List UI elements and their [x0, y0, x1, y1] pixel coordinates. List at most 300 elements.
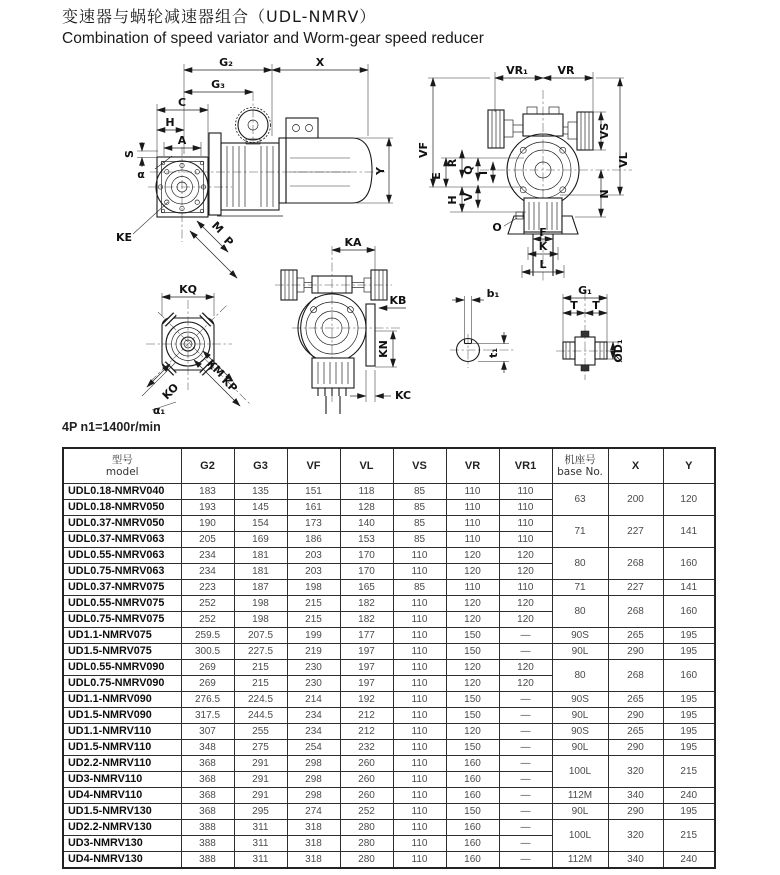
y-value-cell: 141 — [663, 516, 715, 548]
table-row — [63, 740, 715, 756]
value-cell: 190 — [181, 516, 234, 532]
page-header — [62, 6, 484, 49]
value-cell: — — [499, 788, 552, 804]
col-header-x: X — [608, 448, 663, 484]
dim-label-p: P — [221, 234, 236, 249]
table-row — [63, 484, 715, 500]
model-cell: UDL0.55-NMRV090 — [63, 660, 181, 676]
value-cell: 280 — [340, 852, 393, 869]
x-value-cell: 320 — [608, 820, 663, 852]
x-value-cell: 268 — [608, 548, 663, 580]
value-cell: 110 — [393, 724, 446, 740]
value-cell: — — [499, 692, 552, 708]
value-cell: 187 — [234, 580, 287, 596]
value-cell: 150 — [446, 708, 499, 724]
value-cell: 368 — [181, 788, 234, 804]
value-cell: 300.5 — [181, 644, 234, 660]
dim-label-t1: t₁ — [487, 347, 500, 359]
dim-label-kb: KB — [389, 294, 407, 307]
value-cell: 219 — [287, 644, 340, 660]
page-title-zh: 变速器与蜗轮减速器组合（UDL-NMRV） — [62, 7, 377, 26]
base-no-cell: 90L — [552, 644, 608, 660]
model-cell: UDL0.37-NMRV050 — [63, 516, 181, 532]
value-cell: 252 — [181, 596, 234, 612]
dim-label-x: X — [315, 56, 325, 69]
value-cell: 295 — [234, 804, 287, 820]
value-cell: 388 — [181, 852, 234, 869]
value-cell: — — [499, 756, 552, 772]
dim-label-g2: G₂ — [219, 56, 233, 69]
value-cell: 85 — [393, 484, 446, 500]
value-cell: 212 — [340, 708, 393, 724]
base-no-cell: 63 — [552, 484, 608, 516]
value-cell: — — [499, 724, 552, 740]
value-cell: 160 — [446, 820, 499, 836]
value-cell: 280 — [340, 836, 393, 852]
value-cell: 182 — [340, 596, 393, 612]
value-cell: 120 — [499, 564, 552, 580]
value-cell: 173 — [287, 516, 340, 532]
value-cell: 244.5 — [234, 708, 287, 724]
value-cell: 260 — [340, 772, 393, 788]
col-header-model — [63, 448, 181, 484]
value-cell: 318 — [287, 820, 340, 836]
value-cell: 85 — [393, 500, 446, 516]
value-cell: 120 — [499, 660, 552, 676]
value-cell: 291 — [234, 756, 287, 772]
table-row — [63, 596, 715, 612]
x-value-cell: 227 — [608, 516, 663, 548]
value-cell: 170 — [340, 548, 393, 564]
dim-label-kp: KP — [219, 374, 240, 395]
y-value-cell: 195 — [663, 644, 715, 660]
value-cell: 181 — [234, 564, 287, 580]
x-value-cell: 340 — [608, 852, 663, 869]
col-header-y: Y — [663, 448, 715, 484]
value-cell: — — [499, 804, 552, 820]
value-cell: 311 — [234, 852, 287, 869]
dim-label-t-right: T — [592, 299, 600, 312]
value-cell: 197 — [340, 676, 393, 692]
base-no-cell: 90L — [552, 708, 608, 724]
value-cell: 110 — [393, 708, 446, 724]
value-cell: 170 — [340, 564, 393, 580]
value-cell: 150 — [446, 644, 499, 660]
base-no-cell: 100L — [552, 756, 608, 788]
speed-note: 4P n1=1400r/min — [62, 420, 161, 434]
value-cell: 135 — [234, 484, 287, 500]
dim-label-kn: KN — [377, 340, 390, 358]
value-cell: 110 — [393, 836, 446, 852]
value-cell: 234 — [287, 708, 340, 724]
value-cell: — — [499, 820, 552, 836]
col-header-g2: G2 — [181, 448, 234, 484]
value-cell: 150 — [446, 692, 499, 708]
y-value-cell: 195 — [663, 708, 715, 724]
col-header-model-en: model — [105, 466, 139, 478]
x-value-cell: 227 — [608, 580, 663, 596]
dim-label-alpha1: α₁ — [152, 404, 166, 417]
x-value-cell: 200 — [608, 484, 663, 516]
value-cell: 215 — [234, 660, 287, 676]
value-cell: 160 — [446, 852, 499, 869]
col-header-model-zh: 型号 — [111, 454, 133, 466]
y-value-cell: 141 — [663, 580, 715, 596]
value-cell: — — [499, 708, 552, 724]
value-cell: 298 — [287, 772, 340, 788]
value-cell: 110 — [393, 660, 446, 676]
value-cell: 274 — [287, 804, 340, 820]
dim-label-vr1: VR₁ — [506, 64, 528, 77]
value-cell: 224.5 — [234, 692, 287, 708]
value-cell: 110 — [393, 788, 446, 804]
dim-label-g3: G₃ — [211, 78, 225, 91]
value-cell: 230 — [287, 660, 340, 676]
value-cell: 259.5 — [181, 628, 234, 644]
x-value-cell: 290 — [608, 804, 663, 820]
x-value-cell: 265 — [608, 724, 663, 740]
model-cell: UDL0.18-NMRV040 — [63, 484, 181, 500]
x-value-cell: 290 — [608, 740, 663, 756]
dim-label-g1: G₁ — [578, 284, 592, 297]
value-cell: 223 — [181, 580, 234, 596]
col-header-vl: VL — [340, 448, 393, 484]
value-cell: 298 — [287, 788, 340, 804]
model-cell: UD1.5-NMRV130 — [63, 804, 181, 820]
value-cell: 275 — [234, 740, 287, 756]
technical-drawings — [0, 50, 780, 428]
value-cell: 140 — [340, 516, 393, 532]
value-cell: 150 — [446, 804, 499, 820]
value-cell: 348 — [181, 740, 234, 756]
value-cell: 110 — [393, 644, 446, 660]
x-value-cell: 268 — [608, 596, 663, 628]
value-cell: 110 — [393, 564, 446, 580]
value-cell: 254 — [287, 740, 340, 756]
table-row — [63, 820, 715, 836]
value-cell: — — [499, 644, 552, 660]
col-header-base — [552, 448, 608, 484]
table-header-row — [63, 448, 715, 484]
value-cell: — — [499, 740, 552, 756]
value-cell: 318 — [287, 836, 340, 852]
value-cell: 311 — [234, 836, 287, 852]
value-cell: 298 — [287, 756, 340, 772]
dim-label-i: I — [477, 170, 490, 176]
value-cell: 311 — [234, 820, 287, 836]
model-cell: UDL0.75-NMRV090 — [63, 676, 181, 692]
model-cell: UD1.5-NMRV090 — [63, 708, 181, 724]
value-cell: 255 — [234, 724, 287, 740]
value-cell: 193 — [181, 500, 234, 516]
value-cell: 120 — [446, 724, 499, 740]
value-cell: 198 — [234, 612, 287, 628]
value-cell: 203 — [287, 548, 340, 564]
y-value-cell: 120 — [663, 484, 715, 516]
value-cell: 205 — [181, 532, 234, 548]
value-cell: 252 — [340, 804, 393, 820]
value-cell: 110 — [499, 580, 552, 596]
value-cell: 192 — [340, 692, 393, 708]
dim-label-e: E — [430, 172, 443, 180]
col-header-vf: VF — [287, 448, 340, 484]
table-row — [63, 644, 715, 660]
value-cell: 120 — [499, 596, 552, 612]
value-cell: 234 — [181, 548, 234, 564]
value-cell: 110 — [499, 500, 552, 516]
value-cell: 160 — [446, 772, 499, 788]
dim-label-r: R — [446, 158, 459, 168]
value-cell: 110 — [446, 532, 499, 548]
dim-label-vl: VL — [617, 152, 630, 168]
dim-label-km: KM — [203, 357, 227, 381]
dim-label-vf: VF — [417, 141, 430, 159]
value-cell: 232 — [340, 740, 393, 756]
value-cell: 85 — [393, 516, 446, 532]
dim-label-b1: b₁ — [486, 287, 500, 300]
value-cell: 110 — [393, 804, 446, 820]
value-cell: 197 — [340, 644, 393, 660]
value-cell: 110 — [446, 484, 499, 500]
value-cell: 183 — [181, 484, 234, 500]
value-cell: 368 — [181, 756, 234, 772]
value-cell: 120 — [446, 676, 499, 692]
y-value-cell: 215 — [663, 756, 715, 788]
dim-label-alpha: α — [137, 168, 145, 181]
model-cell: UD2.2-NMRV110 — [63, 756, 181, 772]
value-cell: 110 — [393, 548, 446, 564]
table-row — [63, 788, 715, 804]
dim-label-y: Y — [374, 167, 387, 175]
table-body — [63, 484, 715, 869]
value-cell: 182 — [340, 612, 393, 628]
value-cell: 120 — [446, 596, 499, 612]
value-cell: 110 — [446, 580, 499, 596]
value-cell: 161 — [287, 500, 340, 516]
value-cell: 150 — [446, 628, 499, 644]
value-cell: 120 — [446, 612, 499, 628]
base-no-cell: 71 — [552, 580, 608, 596]
value-cell: 276.5 — [181, 692, 234, 708]
base-no-cell: 71 — [552, 516, 608, 548]
value-cell: 85 — [393, 532, 446, 548]
dim-label-k: K — [538, 240, 548, 253]
value-cell: 160 — [446, 756, 499, 772]
model-cell: UD3-NMRV130 — [63, 836, 181, 852]
table-row — [63, 852, 715, 869]
dim-label-n: N — [598, 189, 611, 199]
value-cell: 110 — [393, 772, 446, 788]
value-cell: 153 — [340, 532, 393, 548]
drawing-front-view — [417, 64, 632, 282]
value-cell: 110 — [393, 740, 446, 756]
dim-label-vs: VS — [598, 122, 611, 140]
value-cell: 260 — [340, 756, 393, 772]
value-cell: 215 — [287, 612, 340, 628]
value-cell: 197 — [340, 660, 393, 676]
table-row — [63, 548, 715, 564]
x-value-cell: 265 — [608, 692, 663, 708]
value-cell: 150 — [446, 740, 499, 756]
value-cell: 269 — [181, 660, 234, 676]
base-no-cell: 90S — [552, 724, 608, 740]
base-no-cell: 80 — [552, 596, 608, 628]
model-cell: UDL0.37-NMRV063 — [63, 532, 181, 548]
table-row — [63, 724, 715, 740]
value-cell: 230 — [287, 676, 340, 692]
value-cell: 260 — [340, 788, 393, 804]
value-cell: 165 — [340, 580, 393, 596]
y-value-cell: 195 — [663, 804, 715, 820]
value-cell: 234 — [287, 724, 340, 740]
y-value-cell: 195 — [663, 724, 715, 740]
dim-label-kq: KQ — [179, 283, 197, 296]
dim-label-ko: KO — [159, 380, 182, 403]
base-no-cell: 80 — [552, 548, 608, 580]
model-cell: UD1.1-NMRV090 — [63, 692, 181, 708]
y-value-cell: 195 — [663, 692, 715, 708]
dim-label-c: C — [177, 96, 187, 109]
model-cell: UDL0.55-NMRV075 — [63, 596, 181, 612]
base-no-cell: 90L — [552, 740, 608, 756]
base-no-cell: 90S — [552, 692, 608, 708]
table-row — [63, 708, 715, 724]
value-cell: 181 — [234, 548, 287, 564]
model-cell: UDL0.75-NMRV075 — [63, 612, 181, 628]
value-cell: 198 — [234, 596, 287, 612]
value-cell: 215 — [234, 676, 287, 692]
table-row — [63, 580, 715, 596]
value-cell: 186 — [287, 532, 340, 548]
value-cell: — — [499, 628, 552, 644]
base-no-cell: 100L — [552, 820, 608, 852]
value-cell: 120 — [446, 660, 499, 676]
table-row — [63, 692, 715, 708]
model-cell: UD3-NMRV110 — [63, 772, 181, 788]
drawing-flange-face — [142, 283, 250, 417]
value-cell: 110 — [446, 516, 499, 532]
dim-label-v: V — [462, 192, 475, 202]
value-cell: 388 — [181, 836, 234, 852]
value-cell: 252 — [181, 612, 234, 628]
y-value-cell: 160 — [663, 548, 715, 580]
x-value-cell: 320 — [608, 756, 663, 788]
model-cell: UD1.1-NMRV110 — [63, 724, 181, 740]
value-cell: 388 — [181, 820, 234, 836]
value-cell: 212 — [340, 724, 393, 740]
dim-label-q: Q — [462, 165, 475, 175]
value-cell: 120 — [446, 564, 499, 580]
x-value-cell: 290 — [608, 708, 663, 724]
value-cell: 120 — [499, 612, 552, 628]
value-cell: 118 — [340, 484, 393, 500]
model-cell: UDL0.55-NMRV063 — [63, 548, 181, 564]
value-cell: 317.5 — [181, 708, 234, 724]
value-cell: 85 — [393, 580, 446, 596]
value-cell: 227.5 — [234, 644, 287, 660]
x-value-cell: 290 — [608, 644, 663, 660]
y-value-cell: 195 — [663, 740, 715, 756]
value-cell: 214 — [287, 692, 340, 708]
dim-label-ka: KA — [344, 236, 362, 249]
value-cell: 215 — [287, 596, 340, 612]
col-header-vr: VR — [446, 448, 499, 484]
drawing-wheel-side-view — [275, 236, 411, 414]
value-cell: — — [499, 852, 552, 869]
model-cell: UD1.1-NMRV075 — [63, 628, 181, 644]
value-cell: 110 — [499, 516, 552, 532]
value-cell: 177 — [340, 628, 393, 644]
dim-label-o: O — [492, 221, 502, 234]
dim-label-kc: KC — [394, 389, 412, 402]
dim-label-a: A — [177, 134, 187, 147]
value-cell: 291 — [234, 788, 287, 804]
value-cell: 110 — [499, 484, 552, 500]
y-value-cell: 240 — [663, 788, 715, 804]
value-cell: 110 — [393, 852, 446, 869]
table-row — [63, 756, 715, 772]
table-row — [63, 804, 715, 820]
value-cell: 110 — [393, 628, 446, 644]
model-cell: UD4-NMRV110 — [63, 788, 181, 804]
value-cell: 120 — [499, 548, 552, 564]
dim-label-l: L — [539, 258, 547, 271]
value-cell: 120 — [499, 676, 552, 692]
value-cell: 307 — [181, 724, 234, 740]
value-cell: 160 — [446, 836, 499, 852]
base-no-cell: 112M — [552, 852, 608, 869]
value-cell: 199 — [287, 628, 340, 644]
dim-label-d1: ØD₁ — [612, 339, 625, 363]
model-cell: UD2.2-NMRV130 — [63, 820, 181, 836]
table-row — [63, 660, 715, 676]
value-cell: 128 — [340, 500, 393, 516]
drawing-keyway-section — [450, 287, 515, 373]
y-value-cell: 195 — [663, 628, 715, 644]
value-cell: 110 — [393, 692, 446, 708]
base-no-cell: 90L — [552, 804, 608, 820]
dim-label-h: H — [165, 116, 175, 129]
dim-label-t-left: T — [570, 299, 578, 312]
y-value-cell: 160 — [663, 660, 715, 692]
value-cell: 110 — [446, 500, 499, 516]
col-header-base-zh: 机座号 — [564, 454, 596, 466]
value-cell: 234 — [181, 564, 234, 580]
dim-label-vr: VR — [557, 64, 575, 77]
value-cell: 291 — [234, 772, 287, 788]
col-header-g3: G3 — [234, 448, 287, 484]
col-header-vr1: VR1 — [499, 448, 552, 484]
base-no-cell: 80 — [552, 660, 608, 692]
page-title-en: Combination of speed variator and Worm-gear speed reducer — [62, 30, 484, 47]
value-cell: — — [499, 836, 552, 852]
value-cell: 110 — [499, 532, 552, 548]
dim-label-f: F — [539, 226, 547, 239]
col-header-base-en: base No. — [557, 466, 603, 478]
x-value-cell: 268 — [608, 660, 663, 692]
dim-label-m: M — [209, 219, 226, 236]
base-no-cell: 90S — [552, 628, 608, 644]
value-cell: 368 — [181, 804, 234, 820]
value-cell: — — [499, 772, 552, 788]
value-cell: 154 — [234, 516, 287, 532]
dimension-table — [62, 447, 716, 869]
model-cell: UD4-NMRV130 — [63, 852, 181, 869]
dim-label-s: S — [123, 150, 136, 158]
table-row — [63, 516, 715, 532]
value-cell: 318 — [287, 852, 340, 869]
value-cell: 110 — [393, 676, 446, 692]
